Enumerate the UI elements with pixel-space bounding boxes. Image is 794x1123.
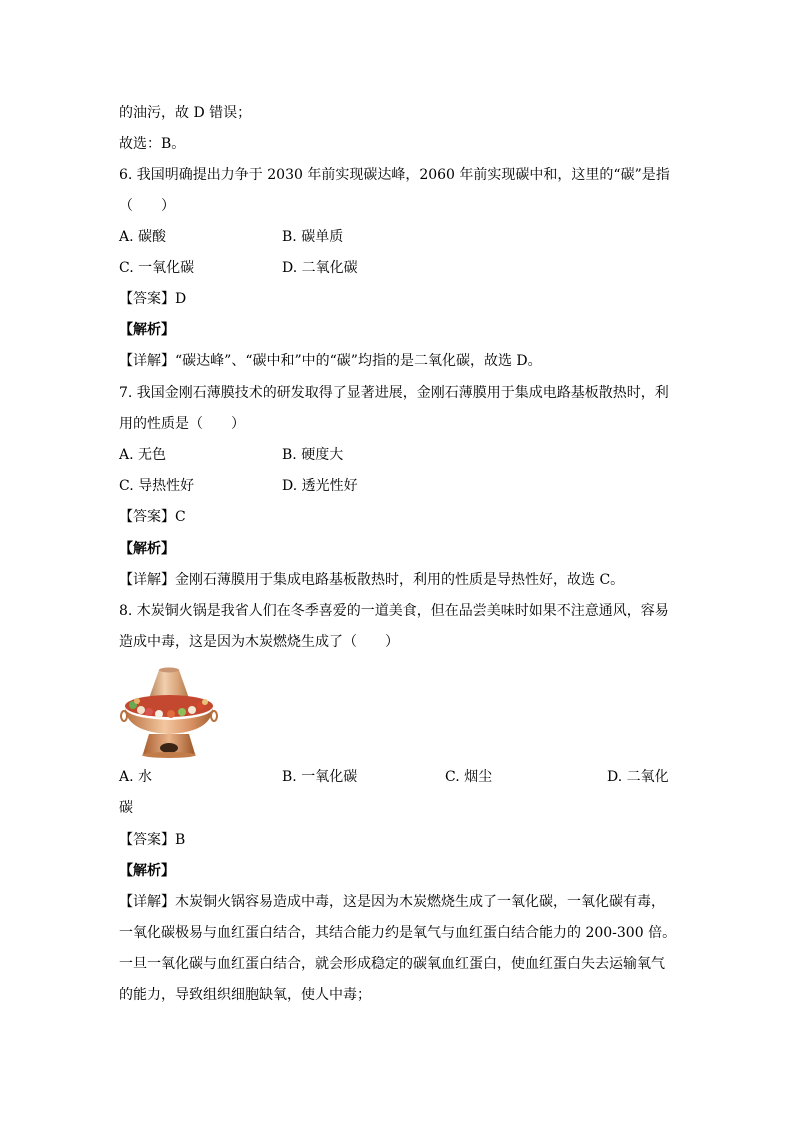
q8-answer: 【答案】B bbox=[119, 832, 186, 848]
q7-answer: 【答案】C bbox=[119, 509, 186, 525]
question-8-stem-cont: 造成中毒，这是因为木炭燃烧生成了（ ） bbox=[119, 634, 399, 650]
q7-option-d: D. 透光性好 bbox=[282, 478, 358, 494]
copper-hotpot-image bbox=[119, 662, 219, 760]
q8-detail-line-1: 【详解】木炭铜火锅容易造成中毒，这是因为木炭燃烧生成了一氧化碳，一氧化碳有毒， bbox=[119, 894, 665, 910]
q7-option-a: A. 无色 bbox=[119, 447, 167, 463]
q6-answer: 【答案】D bbox=[119, 291, 187, 307]
q8-detail-line-3: 一旦一氧化碳与血红蛋白结合，就会形成稳定的碳氧血红蛋白，使血红蛋白失去运输氧气 bbox=[119, 956, 665, 972]
text-line: 故选：B。 bbox=[119, 136, 186, 152]
text-line: 的油污，故 D 错误； bbox=[119, 105, 252, 121]
question-7-stem: 7. 我国金刚石薄膜技术的研发取得了显著进展，金刚石薄膜用于集成电路基板散热时，利 bbox=[119, 385, 669, 401]
q6-option-c: C. 一氧化碳 bbox=[119, 260, 195, 276]
question-6-stem-cont: （ ） bbox=[119, 198, 175, 214]
q6-option-b: B. 碳单质 bbox=[282, 229, 344, 245]
q8-option-d: D. 二氧化 bbox=[607, 769, 669, 785]
q8-option-c: C. 烟尘 bbox=[445, 769, 493, 785]
q7-option-b: B. 硬度大 bbox=[282, 447, 344, 463]
q6-option-a: A. 碳酸 bbox=[119, 229, 167, 245]
question-7-stem-cont: 用的性质是（ ） bbox=[119, 416, 245, 432]
q7-option-c: C. 导热性好 bbox=[119, 478, 195, 494]
question-8-stem: 8. 木炭铜火锅是我省人们在冬季喜爱的一道美食，但在品尝美味时如果不注意通风，容易 bbox=[119, 603, 669, 619]
q8-detail-line-2: 一氧化碳极易与血红蛋白结合，其结合能力约是氧气与血红蛋白结合能力的 200-300 倍。 bbox=[119, 925, 677, 941]
q6-detail: 【详解】“碳达峰”、“碳中和”中的“碳”均指的是二氧化碳，故选 D。 bbox=[119, 353, 542, 369]
q6-analysis-heading: 【解析】 bbox=[119, 322, 175, 338]
q7-detail: 【详解】金刚石薄膜用于集成电路基板散热时，利用的性质是导热性好，故选 C。 bbox=[119, 572, 625, 588]
q7-analysis-heading: 【解析】 bbox=[119, 541, 175, 557]
q8-option-a: A. 水 bbox=[119, 769, 153, 785]
q8-detail-line-4: 的能力，导致组织细胞缺氧，使人中毒； bbox=[119, 987, 371, 1003]
q8-option-b: B. 一氧化碳 bbox=[282, 769, 358, 785]
question-6-stem: 6. 我国明确提出力争于 2030 年前实现碳达峰，2060 年前实现碳中和，这里的“碳”是指 bbox=[119, 167, 670, 183]
q8-analysis-heading: 【解析】 bbox=[119, 863, 175, 879]
q8-option-d-cont: 碳 bbox=[119, 800, 133, 816]
q6-option-d: D. 二氧化碳 bbox=[282, 260, 358, 276]
